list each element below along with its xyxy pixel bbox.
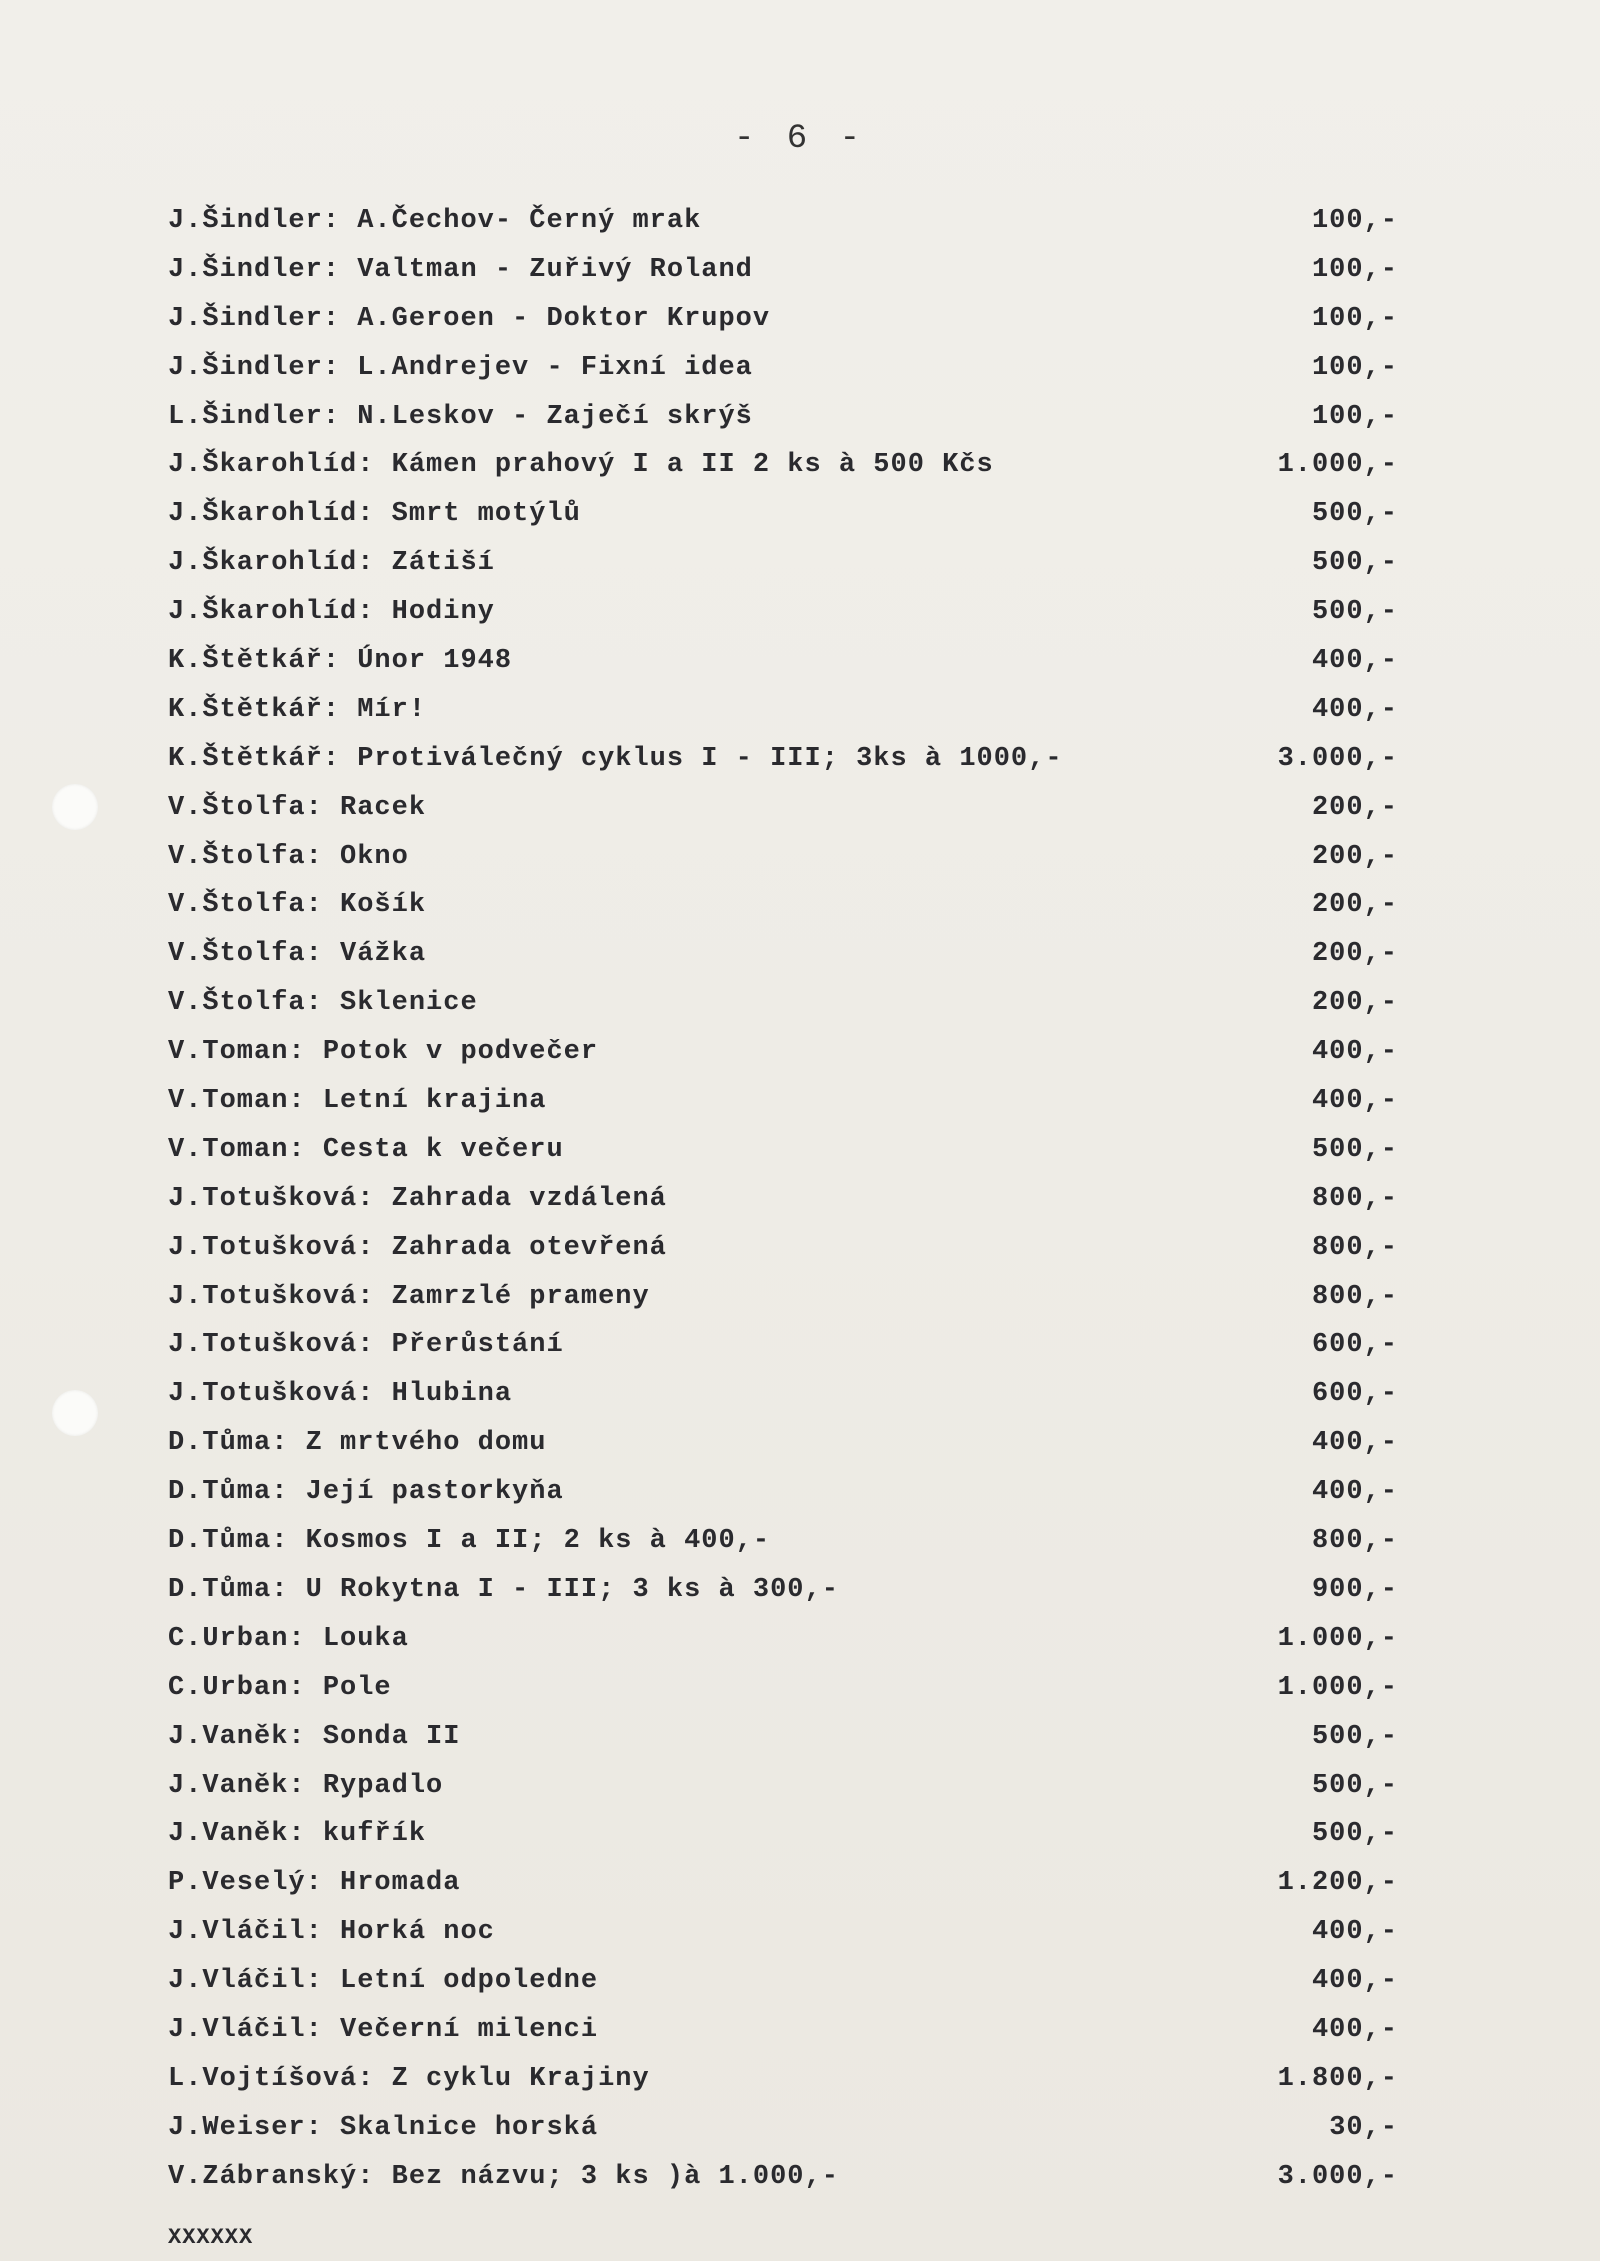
list-item (168, 1966, 1398, 2015)
list-item (168, 890, 1398, 939)
item-description: V.Štolfa: Okno (168, 841, 409, 872)
item-description: J.Škarohlíd: Hodiny (168, 597, 495, 628)
item-description: V.Štolfa: Vážka (168, 939, 427, 970)
item-price: 400,- (1311, 2014, 1398, 2045)
item-description: J.Totušková: Zamrzlé prameny (168, 1281, 650, 1312)
list-item (168, 1917, 1398, 1966)
list-item (168, 842, 1398, 891)
item-description: J.Weiser: Skalnice horská (168, 2112, 599, 2143)
list-item (168, 695, 1398, 744)
item-price: 800,- (1311, 1232, 1398, 1263)
item-price: 200,- (1311, 988, 1398, 1019)
page-number: - 6 - (733, 120, 867, 158)
item-price: 500,- (1311, 1819, 1398, 1850)
item-price: 600,- (1311, 1330, 1398, 1361)
list-item (168, 1086, 1398, 1135)
item-description: J.Šindler: A.Geroen - Doktor Krupov (168, 303, 771, 334)
item-price: 500,- (1311, 1134, 1398, 1165)
item-price: 400,- (1311, 1966, 1398, 1997)
list-item (168, 939, 1398, 988)
list-item (168, 1624, 1398, 1673)
list-item (168, 1526, 1398, 1575)
item-description: J.Vláčil: Horká noc (168, 1917, 495, 1948)
item-price: 30,- (1329, 2112, 1398, 2143)
item-description: J.Vaněk: Rypadlo (168, 1770, 444, 1801)
list-item (168, 2015, 1398, 2064)
list-item (168, 255, 1398, 304)
list-item (168, 1428, 1398, 1477)
price-list (168, 206, 1398, 2211)
item-description: V.Toman: Letní krajina (168, 1086, 547, 1117)
item-price: 3.000,- (1277, 743, 1398, 774)
item-price: 1.000,- (1277, 1672, 1398, 1703)
item-price: 1.200,- (1277, 1868, 1398, 1899)
item-price: 1.000,- (1277, 1623, 1398, 1654)
item-description: D.Tůma: Z mrtvého domu (168, 1428, 547, 1459)
list-item (168, 1184, 1398, 1233)
list-item (168, 206, 1398, 255)
item-description: J.Šindler: L.Andrejev - Fixní idea (168, 352, 753, 383)
item-description: V.Štolfa: Sklenice (168, 988, 478, 1019)
item-description: D.Tůma: Její pastorkyňa (168, 1477, 564, 1508)
item-price: 200,- (1311, 841, 1398, 872)
item-description: J.Šindler: Valtman - Zuřivý Roland (168, 254, 753, 285)
list-item (168, 1868, 1398, 1917)
item-price: 100,- (1311, 254, 1398, 285)
list-item (168, 1379, 1398, 1428)
item-description: D.Tůma: U Rokytna I - III; 3 ks à 300,- (168, 1574, 839, 1605)
item-description: P.Veselý: Hromada (168, 1868, 461, 1899)
item-description: L.Šindler: N.Leskov - Zaječí skrýš (168, 401, 753, 432)
struck-through-text: XXXXXX (168, 2225, 254, 2250)
item-description: D.Tůma: Kosmos I a II; 2 ks à 400,- (168, 1526, 771, 1557)
list-item (168, 988, 1398, 1037)
item-description: J.Škarohlíd: Kámen prahový I a II 2 ks à 500 Kčs (168, 450, 994, 481)
item-price: 200,- (1311, 890, 1398, 921)
item-description: J.Vláčil: Letní odpoledne (168, 1966, 599, 1997)
item-price: 1.000,- (1277, 450, 1398, 481)
list-item (168, 450, 1398, 499)
list-item (168, 1233, 1398, 1282)
item-price: 400,- (1311, 1037, 1398, 1068)
item-price: 100,- (1311, 303, 1398, 334)
list-item (168, 1477, 1398, 1526)
item-price: 800,- (1311, 1183, 1398, 1214)
item-description: V.Toman: Potok v podvečer (168, 1037, 599, 1068)
list-item (168, 646, 1398, 695)
list-item (168, 304, 1398, 353)
list-item (168, 1135, 1398, 1184)
item-description: J.Vaněk: kufřík (168, 1819, 427, 1850)
item-price: 100,- (1311, 206, 1398, 236)
item-description: J.Totušková: Zahrada otevřená (168, 1232, 667, 1263)
item-description: J.Totušková: Hlubina (168, 1379, 513, 1410)
item-description: K.Štětkář: Protiválečný cyklus I - III; 3ks à 1000,- (168, 743, 1063, 774)
item-price: 200,- (1311, 792, 1398, 823)
item-price: 400,- (1311, 646, 1398, 677)
item-price: 200,- (1311, 939, 1398, 970)
list-item (168, 1722, 1398, 1771)
item-price: 400,- (1311, 1917, 1398, 1948)
punch-hole-bottom (52, 1390, 98, 1436)
item-description: L.Vojtíšová: Z cyklu Krajiny (168, 2063, 650, 2094)
item-price: 400,- (1311, 1428, 1398, 1459)
list-item (168, 1673, 1398, 1722)
list-item (168, 597, 1398, 646)
list-item (168, 2064, 1398, 2113)
item-description: J.Škarohlíd: Smrt motýlů (168, 499, 581, 530)
item-description: J.Vláčil: Večerní milenci (168, 2014, 599, 2045)
item-price: 400,- (1311, 694, 1398, 725)
list-item (168, 1771, 1398, 1820)
item-price: 1.800,- (1277, 2063, 1398, 2094)
item-price: 3.000,- (1277, 2161, 1398, 2192)
list-item (168, 402, 1398, 451)
list-item (168, 2162, 1398, 2211)
item-description: J.Totušková: Přerůstání (168, 1330, 564, 1361)
list-item (168, 499, 1398, 548)
list-item (168, 548, 1398, 597)
item-price: 500,- (1311, 548, 1398, 579)
list-item (168, 1282, 1398, 1331)
item-price: 900,- (1311, 1574, 1398, 1605)
item-description: C.Urban: Louka (168, 1623, 409, 1654)
item-description: V.Zábranský: Bez názvu; 3 ks )à 1.000,- (168, 2161, 839, 2192)
item-price: 400,- (1311, 1477, 1398, 1508)
item-price: 500,- (1311, 1770, 1398, 1801)
item-price: 600,- (1311, 1379, 1398, 1410)
item-description: J.Škarohlíd: Zátiší (168, 548, 495, 579)
item-description: J.Totušková: Zahrada vzdálená (168, 1183, 667, 1214)
item-price: 500,- (1311, 1721, 1398, 1752)
list-item (168, 1575, 1398, 1624)
item-description: V.Štolfa: Racek (168, 792, 427, 823)
item-price: 800,- (1311, 1526, 1398, 1557)
item-price: 800,- (1311, 1281, 1398, 1312)
list-item (168, 744, 1398, 793)
item-price: 100,- (1311, 352, 1398, 383)
item-description: V.Toman: Cesta k večeru (168, 1134, 564, 1165)
item-price: 400,- (1311, 1086, 1398, 1117)
item-description: C.Urban: Pole (168, 1672, 392, 1703)
list-item (168, 793, 1398, 842)
list-item (168, 1330, 1398, 1379)
item-description: V.Štolfa: Košík (168, 890, 427, 921)
item-description: K.Štětkář: Únor 1948 (168, 646, 513, 677)
item-price: 500,- (1311, 597, 1398, 628)
item-description: K.Štětkář: Mír! (168, 694, 427, 725)
item-price: 100,- (1311, 401, 1398, 432)
item-description: J.Vaněk: Sonda II (168, 1721, 461, 1752)
list-item (168, 2113, 1398, 2162)
punch-hole-top (52, 784, 98, 830)
item-description: J.Šindler: A.Čechov- Černý mrak (168, 206, 702, 236)
list-item (168, 1037, 1398, 1086)
list-item (168, 1819, 1398, 1868)
list-item (168, 353, 1398, 402)
item-price: 500,- (1311, 499, 1398, 530)
